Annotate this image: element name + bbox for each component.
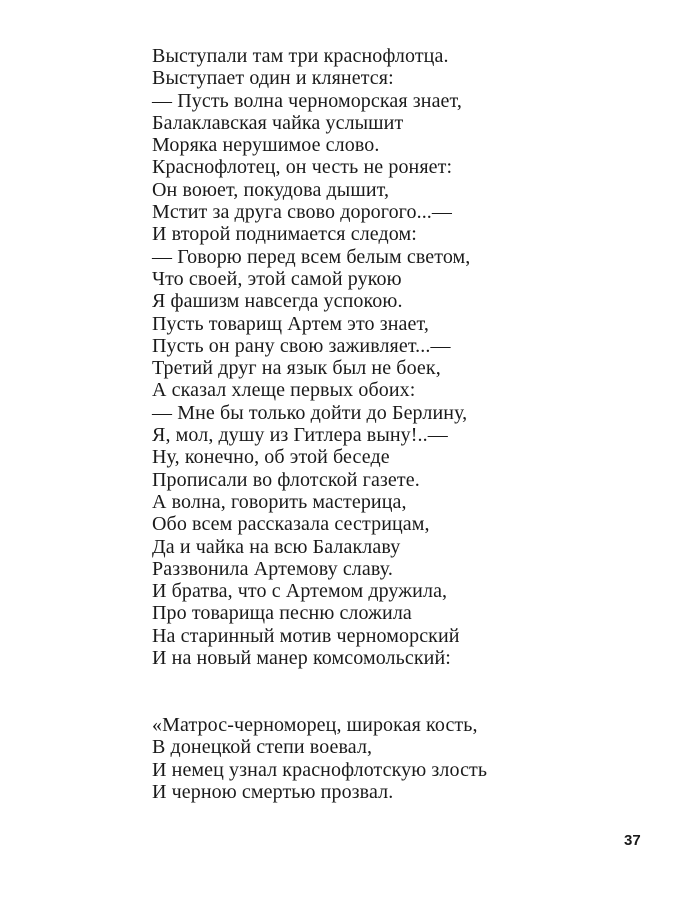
poem-line: В донецкой степи воевал, [152, 736, 373, 759]
poem-line: Пусть товарищ Артем это знает, [152, 312, 429, 335]
poem-line: Выступает один и клянется: [152, 67, 394, 90]
poem-line: Да и чайка на всю Балаклаву [152, 535, 401, 558]
page-number: 37 [624, 832, 641, 849]
poem-line: А сказал хлеще первых обоих: [152, 379, 416, 402]
poem-line: «Матрос-черноморец, широкая кость, [152, 714, 478, 736]
poem-line: Третий друг на язык был не боек, [152, 357, 441, 380]
poem-line: Ну, конечно, об этой беседе [152, 446, 390, 469]
poem-line: Он воюет, покудова дышит, [152, 178, 390, 201]
poem-line: И черною смертью прозвал. [152, 780, 394, 803]
poem-line: И второй поднимается следом: [152, 223, 417, 246]
poem-line: И братва, что с Артемом дружила, [152, 580, 448, 603]
poem-stanza-2 [152, 714, 632, 803]
poem-line: Раззвонила Артемову славу. [152, 557, 393, 580]
poem-line: Я фашизм навсегда успокою. [152, 290, 403, 313]
poem-line: Балаклавская чайка услышит [152, 111, 404, 134]
poem-line: Я, мол, душу из Гитлера выну!..— [152, 424, 448, 447]
poem-line: Пусть он рану свою заживляет...— [152, 334, 451, 357]
poem-line: Краснофлотец, он честь не роняет: [152, 156, 453, 179]
poem-line: — Пусть волна черноморская знает, [152, 89, 462, 112]
poem-line: И немец узнал краснофлотскую злость [152, 758, 488, 781]
poem-line: — Мне бы только дойти до Берлину, [152, 401, 468, 424]
poem-line: — Говорю перед всем белым светом, [152, 245, 471, 268]
poem-line: И на новый манер комсомольский: [152, 647, 451, 670]
poem-line: А волна, говорить мастерица, [152, 490, 407, 513]
poem-line: Прописали во флотской газете. [152, 468, 420, 491]
poem-line: Что своей, этой самой рукою [152, 267, 402, 290]
poem-line: Выступали там три краснофлотца. [152, 45, 449, 67]
poem-stanza-1 [152, 45, 632, 669]
poem-line: На старинный мотив черноморский [152, 624, 460, 647]
poem-line: Мстит за друга свово дорогого...— [152, 201, 452, 224]
poem-line: Моряка нерушимое слово. [152, 134, 380, 157]
poem-line: Обо всем рассказала сестрицам, [152, 513, 430, 536]
poem-line: Про товарища песню сложила [152, 602, 412, 625]
